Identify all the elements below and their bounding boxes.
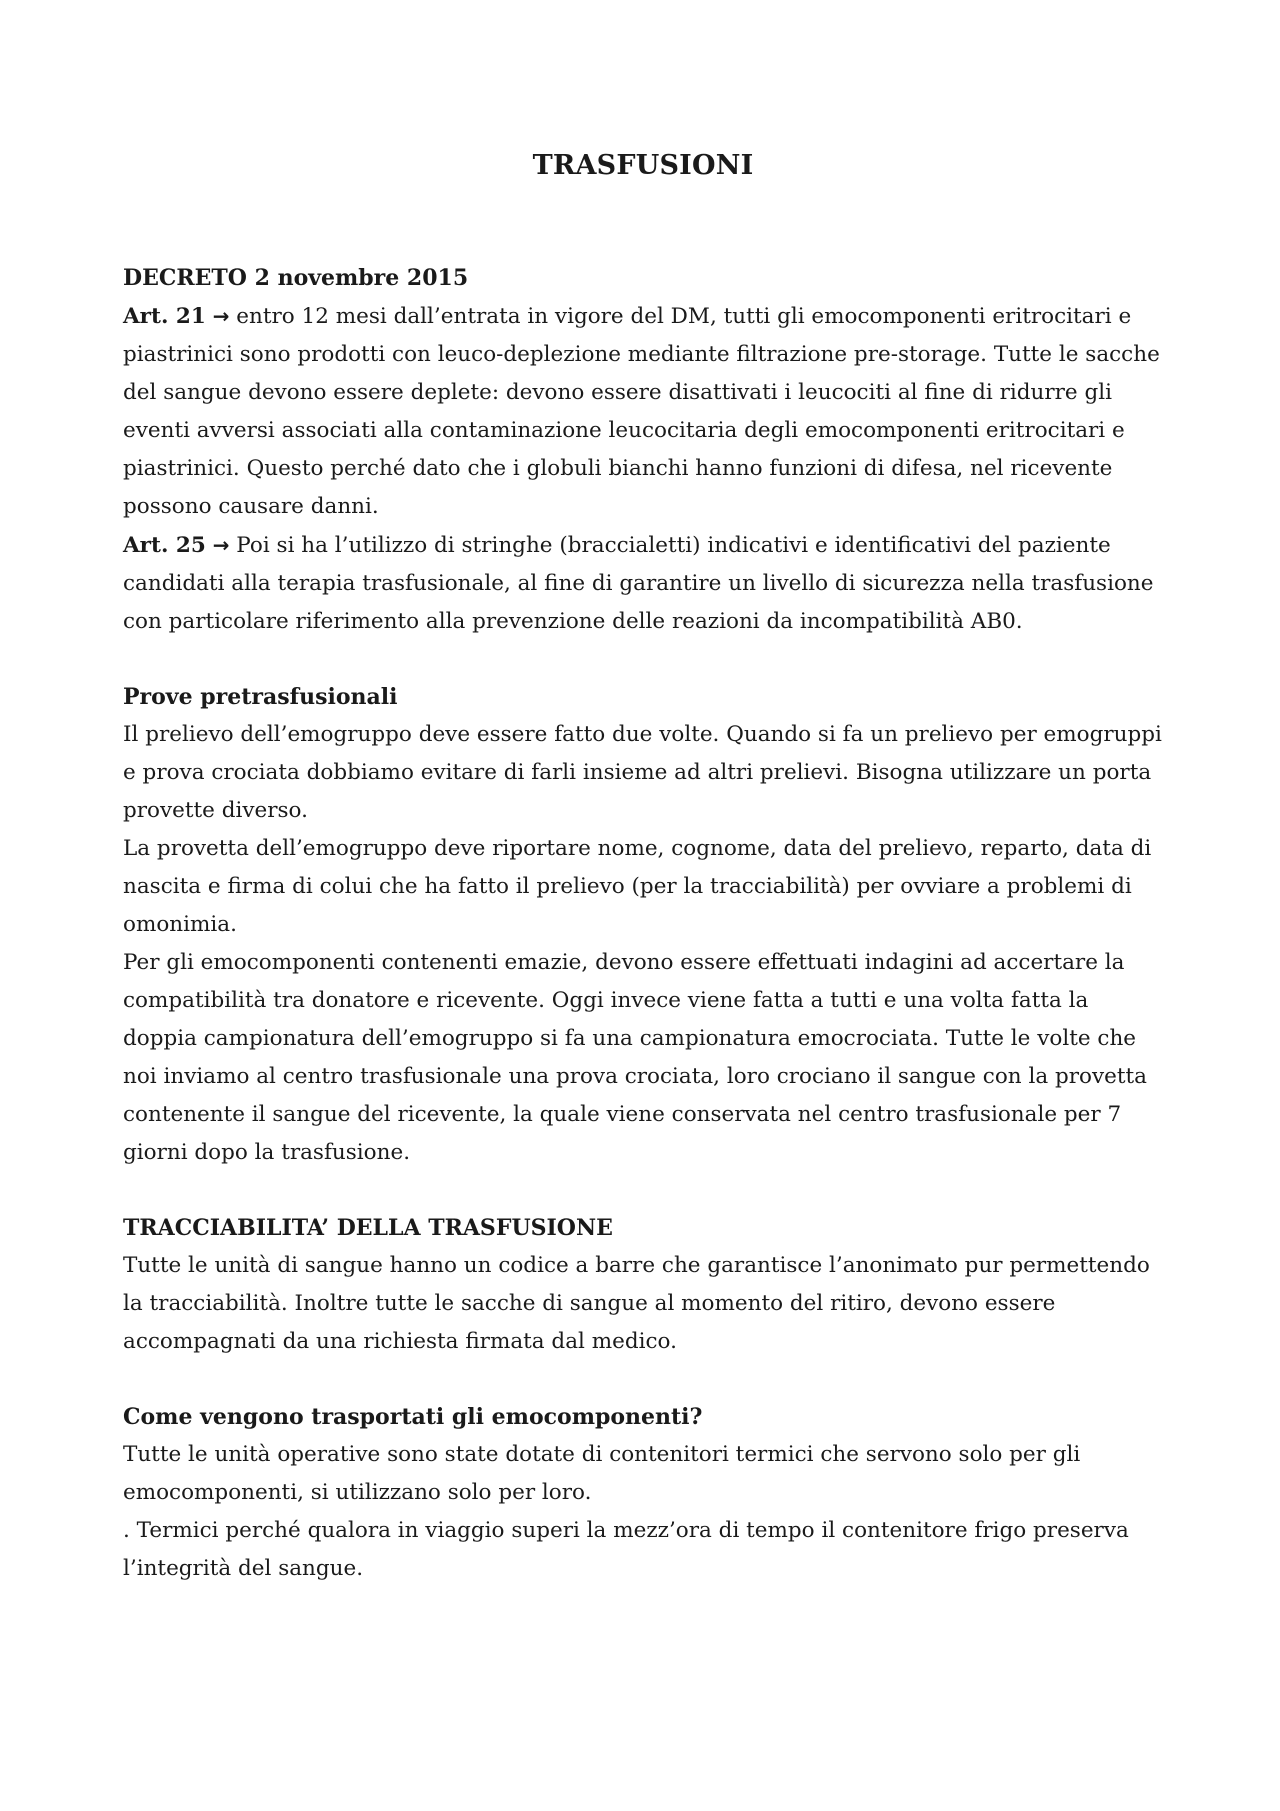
paragraph: Per gli emocomponenti contenenti emazie, devono essere effettuati indagini ad accertare la compatibilità tra donatore e ricevente. Oggi invece viene fatta a tutti e una volta fatta la doppia campionatura dell’emogruppo si fa una campionatura emocrociata. Tutte le volte che noi inviamo al centro trasfusionale una prova crociata, loro crociano il sangue con la provetta contenente il sangue del ricevente, la quale viene conservata nel centro trasfusionale per 7 giorni dopo la trasfusione. [123, 950, 1147, 1165]
article-label-21: Art. 21 [123, 304, 206, 329]
paragraph-art21 [123, 297, 1163, 526]
paragraph: . Termici perché qualora in viaggio superi la mezz’ora di tempo il contenitore frigo preserva l’integrità del sangue. [123, 1518, 1129, 1581]
section-heading-prove: Prove pretrasfusionali [123, 684, 398, 710]
arrow-right-icon: → [212, 304, 230, 328]
section-heading-trasporto: Come vengono trasportati gli emocomponenti? [123, 1404, 703, 1430]
document-title: TRASFUSIONI [532, 150, 754, 181]
section-heading-tracciabilita: TRACCIABILITA’ DELLA TRASFUSIONE [123, 1215, 613, 1241]
arrow-right-icon: → [212, 533, 230, 557]
paragraph: Tutte le unità operative sono state dotate di contenitori termici che servono solo per gli emocomponenti, si utilizzano solo per loro. [123, 1442, 1081, 1505]
document-page [123, 150, 1163, 1625]
section-heading-decreto: DECRETO 2 novembre 2015 [123, 265, 469, 291]
paragraph: Tutte le unità di sangue hanno un codice a barre che garantisce l’anonimato pur permettendo la tracciabilità. Inoltre tutte le sacche di sangue al momento del ritiro, devono essere accompagnati da una richiesta firmata dal medico. [123, 1253, 1150, 1354]
paragraph: La provetta dell’emogruppo deve riportare nome, cognome, data del prelievo, reparto, data di nascita e firma di colui che ha fatto il prelievo (per la tracciabilità) per ovviare a problemi di omonimia. [123, 836, 1152, 937]
section-decreto [123, 259, 1163, 641]
paragraph: Il prelievo dell’emogruppo deve essere fatto due volte. Quando si fa un prelievo per emogruppi e prova crociata dobbiamo evitare di farli insieme ad altri prelievi. Bisogna utilizzare un porta provette diverso. [123, 722, 1162, 823]
paragraph-art25 [123, 526, 1163, 641]
article-text-25: Poi si ha l’utilizzo di stringhe (braccialetti) indicativi e identificativi del paziente candidati alla terapia trasfusionale, al fine di garantire un livello di sicurezza nella trasfusione con particolare riferimento alla prevenzione delle reazioni da incompatibilità AB0. [123, 533, 1154, 634]
section-tracciabilita [123, 1209, 1163, 1361]
section-trasporto [123, 1398, 1163, 1588]
article-text-21: entro 12 mesi dall’entrata in vigore del DM, tutti gli emocomponenti eritrocitari e piastrinici sono prodotti con leuco-deplezione mediante filtrazione pre-storage. Tutte le sacche del sangue devono essere deplete: devono essere disattivati i leucociti al fine di ridurre gli eventi avversi associati alla contaminazione leucocitaria degli emocomponenti eritrocitari e piastrinici. Questo perché dato che i globuli bianchi hanno funzioni di difesa, nel ricevente possono causare danni. [123, 304, 1160, 519]
section-prove-pretrasfusionali [123, 678, 1163, 1172]
article-label-25: Art. 25 [123, 533, 206, 558]
